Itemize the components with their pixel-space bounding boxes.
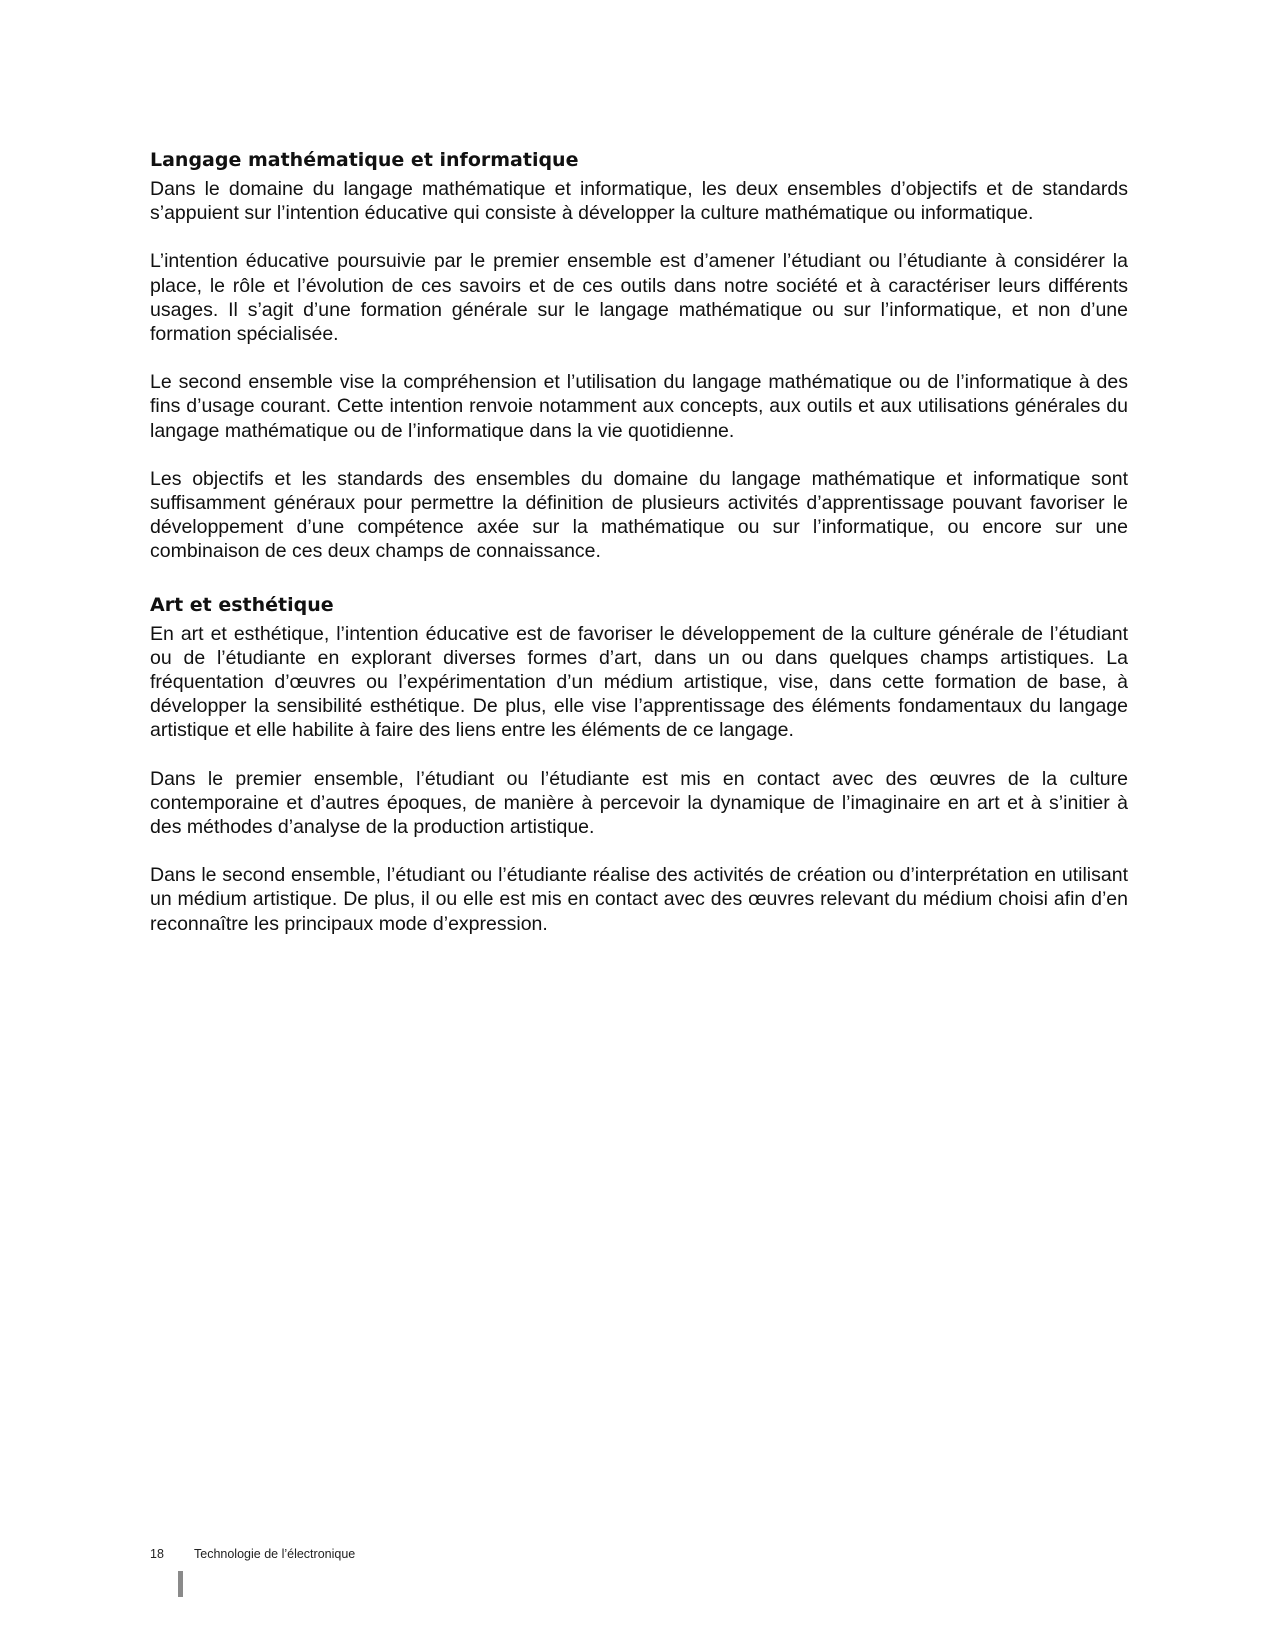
section-langage-mathematique	[150, 147, 1128, 564]
margin-bar	[178, 1571, 183, 1597]
paragraph: Le second ensemble vise la compréhension et l’utilisation du langage mathématique ou de l’informatique à des fins d’usage courant. Cette intention renvoie notamment aux concepts, aux outils et aux utilisations générales du langage mathématique ou de l’informatique dans la vie quotidienne.	[150, 371, 1128, 442]
page-footer	[150, 1546, 355, 1562]
paragraph: Dans le domaine du langage mathématique et informatique, les deux ensembles d’objectifs et de standards s’appuient sur l’intention éducative qui consiste à développer la culture mathématique ou informatique.	[150, 178, 1128, 225]
paragraph: En art et esthétique, l’intention éducative est de favoriser le développement de la culture générale de l’étudiant ou de l’étudiante en explorant diverses formes d’art, dans un ou dans quelques champs artistiques. La fréquentation d’œuvres ou l’expérimentation d’un médium artistique, vise, dans cette formation de base, à développer la sensibilité esthétique. De plus, elle vise l’apprentissage des éléments fondamentaux du langage artistique et elle habilite à faire des liens entre les éléments de ce langage.	[150, 622, 1128, 742]
paragraph: L’intention éducative poursuivie par le premier ensemble est d’amener l’étudiant ou l’étudiante à considérer la place, le rôle et l’évolution de ces savoirs et de ces outils dans notre société et à caractériser leurs différents usages. Il s’agit d’une formation générale sur le langage mathématique ou sur l’informatique, et non d’une formation spécialisée.	[150, 250, 1128, 346]
section-art-esthetique	[150, 592, 1128, 936]
document-title: Technologie de l’électronique	[194, 1547, 356, 1561]
page-number: 18	[150, 1547, 164, 1561]
section-heading: Art et esthétique	[150, 593, 334, 616]
paragraph: Les objectifs et les standards des ensembles du domaine du langage mathématique et informatique sont suffisamment généraux pour permettre la définition de plusieurs activités d’apprentissage pouvant favoriser le développement d’une compétence axée sur la mathématique ou sur l’informatique, ou encore sur une combinaison de ces deux champs de connaissance.	[150, 467, 1128, 563]
section-heading: Langage mathématique et informatique	[150, 149, 579, 171]
paragraph: Dans le premier ensemble, l’étudiant ou l’étudiante est mis en contact avec des œuvres de la culture contemporaine et d’autres époques, de manière à percevoir la dynamique de l’imaginaire en art et à s’initier à des méthodes d’analyse de la production artistique.	[150, 767, 1128, 839]
paragraph: Dans le second ensemble, l’étudiant ou l’étudiante réalise des activités de création ou d’interprétation en utilisant un médium artistique. De plus, il ou elle est mis en contact avec des œuvres relevant du médium choisi afin d’en reconnaître les principaux mode d’expression.	[150, 864, 1128, 935]
page-body	[150, 147, 1128, 960]
